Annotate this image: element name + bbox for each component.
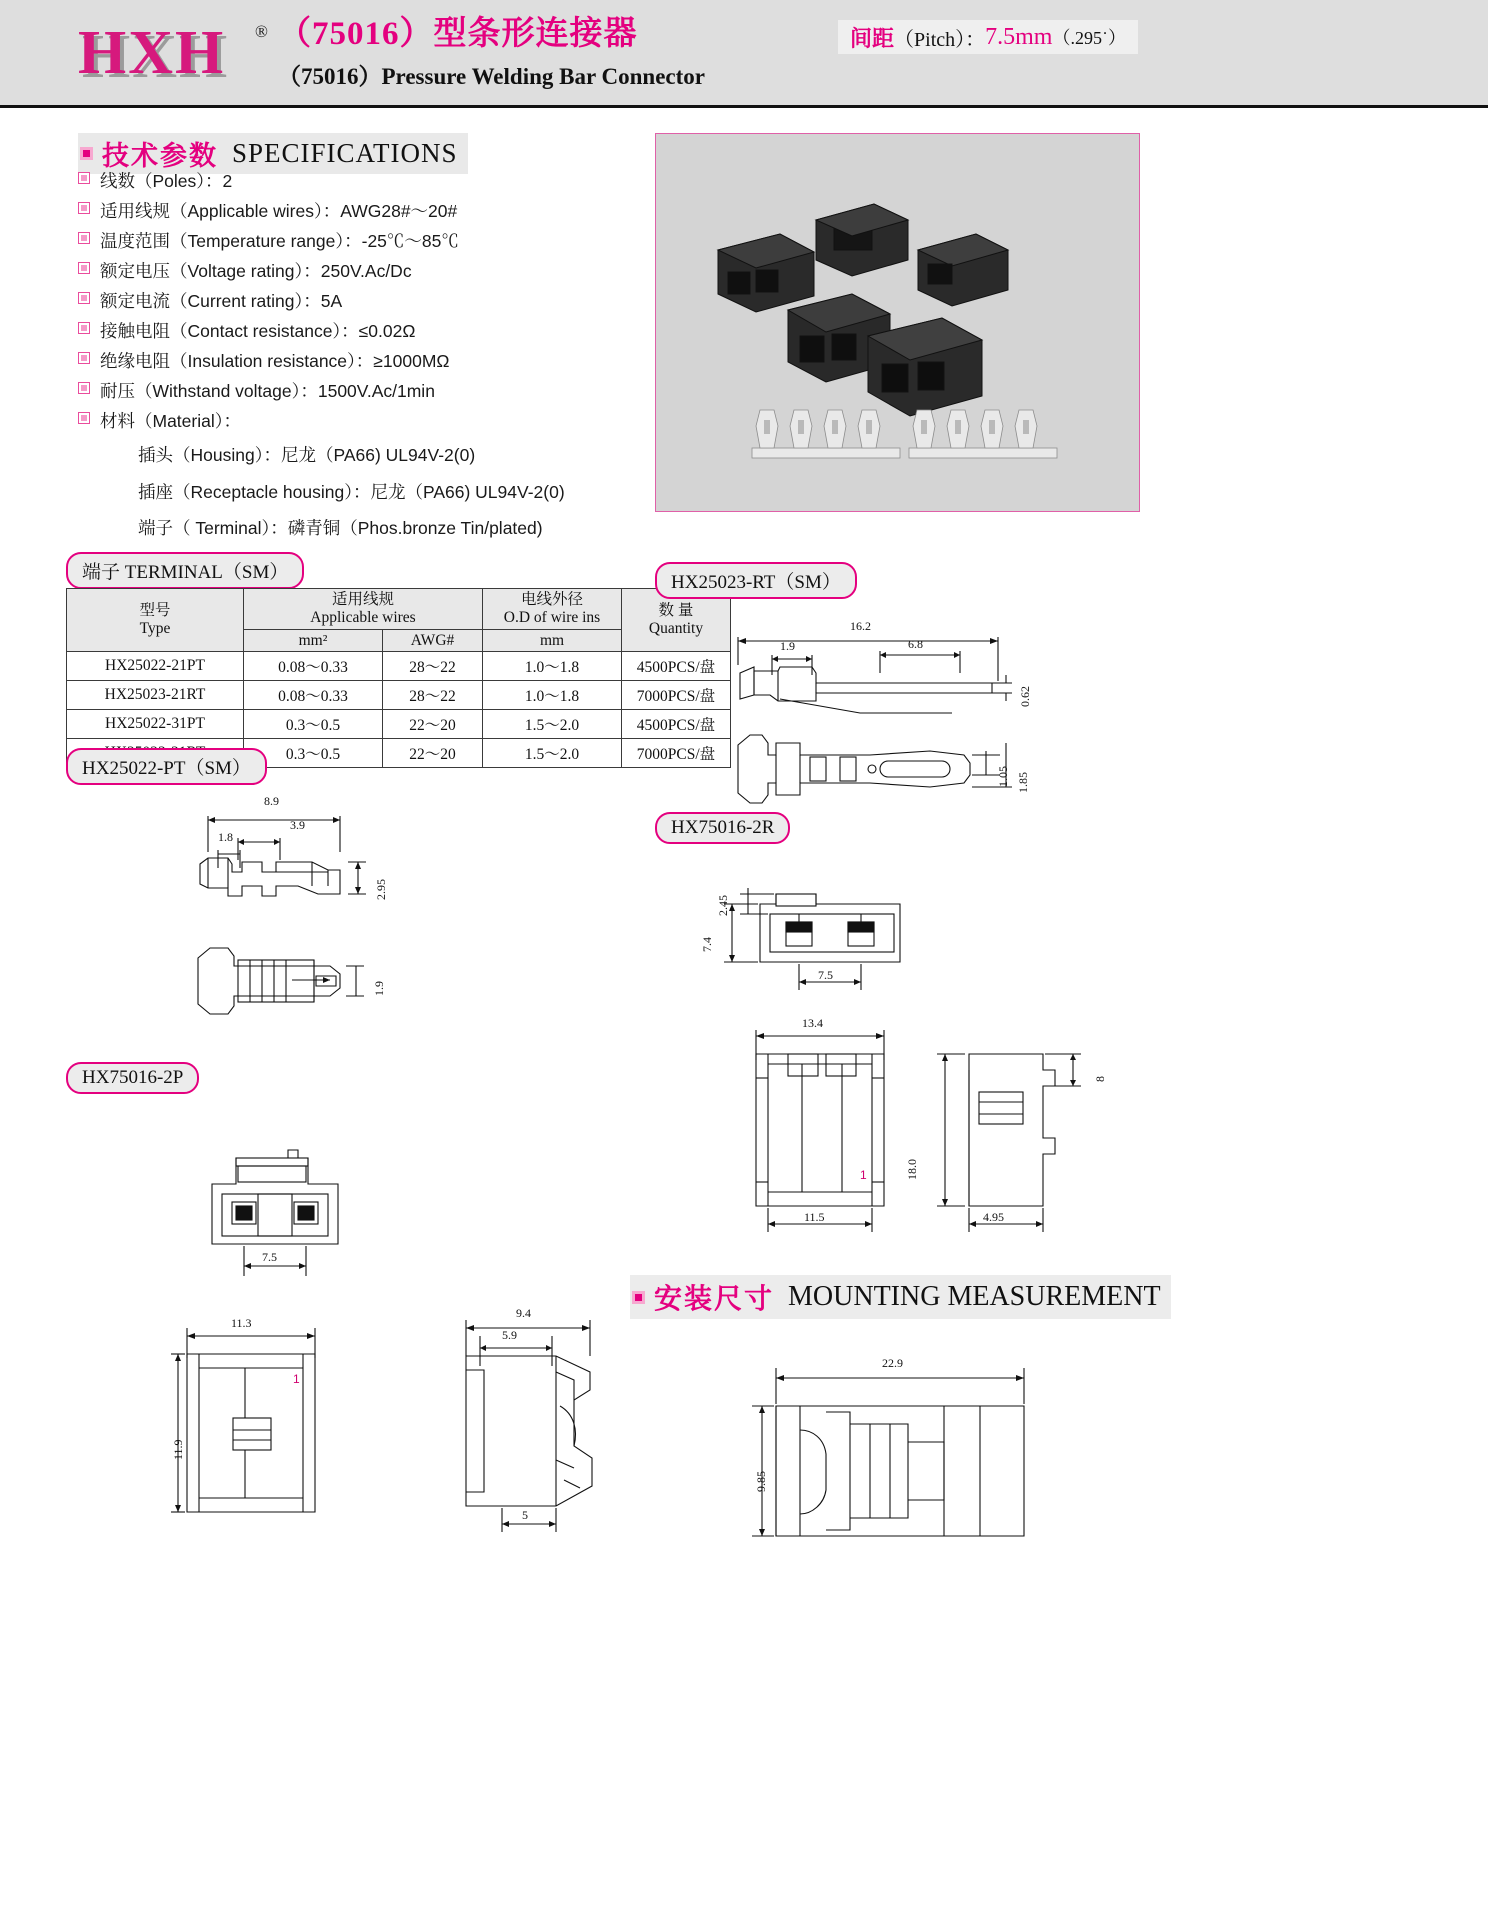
bullet-square-icon [632,1291,645,1304]
specifications-heading-cn: 技术参数 [102,141,218,171]
dim-5.9: 5.9 [502,1328,517,1342]
cell-awg: 28～22 [383,652,483,681]
cell-qty: 4500PCS/盘 [622,652,731,681]
dim-1.9: 1.9 [372,981,386,996]
th-wires [244,589,483,630]
specifications-list [78,172,638,552]
dim-5: 5 [522,1508,528,1522]
hx75016-2r-front-drawing [700,870,960,1015]
dim-18.0: 18.0 [905,1159,919,1180]
th-type-cn: 型号 [139,602,171,620]
pitch-label-cn: 间距 [850,25,895,51]
th-awg: AWG# [383,629,483,652]
th-od [483,589,622,630]
dim-1.85: 1.85 [1016,772,1030,793]
dim-9.4: 9.4 [516,1306,531,1320]
spec-item-text: 适用线规（Applicable wires）：AWG28#～20# [100,201,458,221]
hx75016-2r-top-drawing [730,1016,910,1245]
material-sub-item: 插座（Receptacle housing）：尼龙（PA66) UL94V-2(0) [138,481,565,502]
dim-11.5: 11.5 [804,1210,825,1224]
spec-item-text: 耐压（Withstand voltage）：1500V.Ac/1min [100,381,435,401]
dim-2.45: 2.45 [716,895,730,916]
dim-0.62: 0.62 [1018,686,1032,707]
terminal-section-pill: 端子 TERMINAL（SM） [66,552,304,589]
spec-item [78,412,638,431]
dim-1.05: 1.05 [996,766,1010,787]
dim-13.4: 13.4 [802,1016,823,1030]
spec-item-text: 额定电流（Current rating）：5A [100,291,343,311]
spec-item-text: 额定电压（Voltage rating）：250V.Ac/Dc [100,261,412,281]
cell-type: HX25023-21RT [67,681,244,710]
spec-item [78,262,638,281]
mounting-heading [630,1275,1171,1319]
bullet-square-icon [78,412,90,424]
dim-11.9: 11.9 [171,1439,185,1460]
cell-type: HX25022-21PT [67,652,244,681]
table-row [67,652,731,681]
bullet-square-icon [78,232,90,244]
dim-7.4: 7.4 [700,937,714,952]
hx75016-2p-side-drawing [440,1306,630,1545]
dim-11.3: 11.3 [231,1316,252,1330]
mark-1: 1 [293,1372,300,1386]
cell-od: 1.5～2.0 [483,739,622,768]
spec-item [78,322,638,341]
cell-awg: 22～20 [383,710,483,739]
mounting-drawing [740,1350,1060,1575]
terminal-table [66,588,731,768]
cell-awg: 22～20 [383,739,483,768]
spec-item-text: 线数（Poles）：2 [100,171,233,191]
th-wires-cn: 适用线规 [331,591,394,608]
th-wires-en: Applicable wires [310,608,416,626]
hx75016-2r-pill: HX75016-2R [655,812,790,844]
hx25023-rt-pill: HX25023-RT（SM） [655,562,857,599]
dim-16.2: 16.2 [850,619,871,633]
spec-item [78,382,638,401]
th-mm: mm [483,629,622,652]
mark-1: 1 [860,1168,867,1182]
pitch-badge [838,20,1138,54]
company-logo: HXH [78,19,226,87]
cell-qty: 7000PCS/盘 [622,681,731,710]
bullet-square-icon [78,262,90,274]
cell-mm2: 0.3～0.5 [244,739,383,768]
pitch-value: 7.5mm [985,23,1053,50]
mounting-heading-cn: 安装尺寸 [654,1284,775,1315]
page-header [0,0,1488,105]
pitch-label-en: （Pitch）： [894,28,986,51]
material-sub-item: 插头（Housing）：尼龙（PA66) UL94V-2(0) [138,445,476,465]
spec-item-text: 接触电阻（Contact resistance）：≤0.02Ω [100,321,416,341]
dim-1.9: 1.9 [780,639,795,653]
spec-item-text: 温度范围（Temperature range）：-25℃～85℃ [100,231,459,251]
cell-type: HX25022-31PT [67,710,244,739]
th-type [67,589,244,652]
bullet-square-icon [78,172,90,184]
dim-8: 8 [1093,1076,1107,1082]
dim-3.9: 3.9 [290,818,305,832]
spec-item [78,352,638,371]
registered-trademark-icon: ® [255,22,268,41]
hx75016-2p-top-drawing [165,1316,355,1545]
specifications-heading-en: SPECIFICATIONS [232,138,458,168]
dim-7.5: 7.5 [262,1250,277,1264]
cell-od: 1.0～1.8 [483,681,622,710]
dim-1.8: 1.8 [218,830,233,844]
spec-item [78,172,638,191]
product-photo [655,133,1140,512]
dim-2.95: 2.95 [374,879,388,900]
bullet-square-icon [80,147,93,160]
cell-mm2: 0.08～0.33 [244,681,383,710]
bullet-square-icon [78,202,90,214]
dim-9.85: 9.85 [754,1471,768,1492]
product-title-en: （75016）Pressure Welding Bar Connector [278,64,705,90]
hx75016-2p-front-drawing [170,1120,400,1295]
dim-7.5: 7.5 [818,968,833,982]
pitch-inch: （.295˙） [1052,28,1126,48]
dim-4.95: 4.95 [983,1210,1004,1224]
hx75016-2p-pill: HX75016-2P [66,1062,199,1094]
th-qty-en: Quantity [648,620,704,638]
product-title-block [278,16,705,91]
cell-od: 1.5～2.0 [483,710,622,739]
cell-mm2: 0.08～0.33 [244,652,383,681]
spec-item [78,232,638,251]
hx25022-pt-pill: HX25022-PT（SM） [66,748,267,785]
spec-item-text: 材料（Material）： [100,411,241,431]
bullet-square-icon [78,322,90,334]
th-od-en: O.D of wire ins [503,608,601,626]
cell-qty: 4500PCS/盘 [622,710,731,739]
cell-qty: 7000PCS/盘 [622,739,731,768]
cell-awg: 28～22 [383,681,483,710]
th-type-en: Type [139,620,171,638]
dim-6.8: 6.8 [908,637,923,651]
bullet-square-icon [78,382,90,394]
cell-od: 1.0～1.8 [483,652,622,681]
th-qty-cn: 数 量 [658,602,694,620]
spec-item-text: 绝缘电阻（Insulation resistance）：≥1000MΩ [100,351,450,371]
header-divider [0,105,1488,108]
cell-mm2: 0.3～0.5 [244,710,383,739]
product-title-cn: （75016）型条形连接器 [278,16,638,52]
spec-item [78,202,638,221]
bullet-square-icon [78,352,90,364]
bullet-square-icon [78,292,90,304]
product-photo-svg [656,134,1139,511]
th-od-cn: 电线外径 [520,591,583,608]
material-sub-item: 端子（ Terminal）：磷青铜（Phos.bronze Tin/plated) [138,518,543,538]
hx25023-rt-drawing [720,619,1032,810]
table-row [67,681,731,710]
hx25022-pt-drawing [180,790,410,1045]
spec-item [78,292,638,311]
th-mm2: mm² [244,629,383,652]
table-row [67,710,731,739]
mounting-heading-en: MOUNTING MEASUREMENT [788,1281,1161,1312]
dim-8.9: 8.9 [264,794,279,808]
hx75016-2r-side-drawing [925,1020,1105,1245]
specifications-heading [78,133,468,174]
dim-22.9: 22.9 [882,1356,903,1370]
